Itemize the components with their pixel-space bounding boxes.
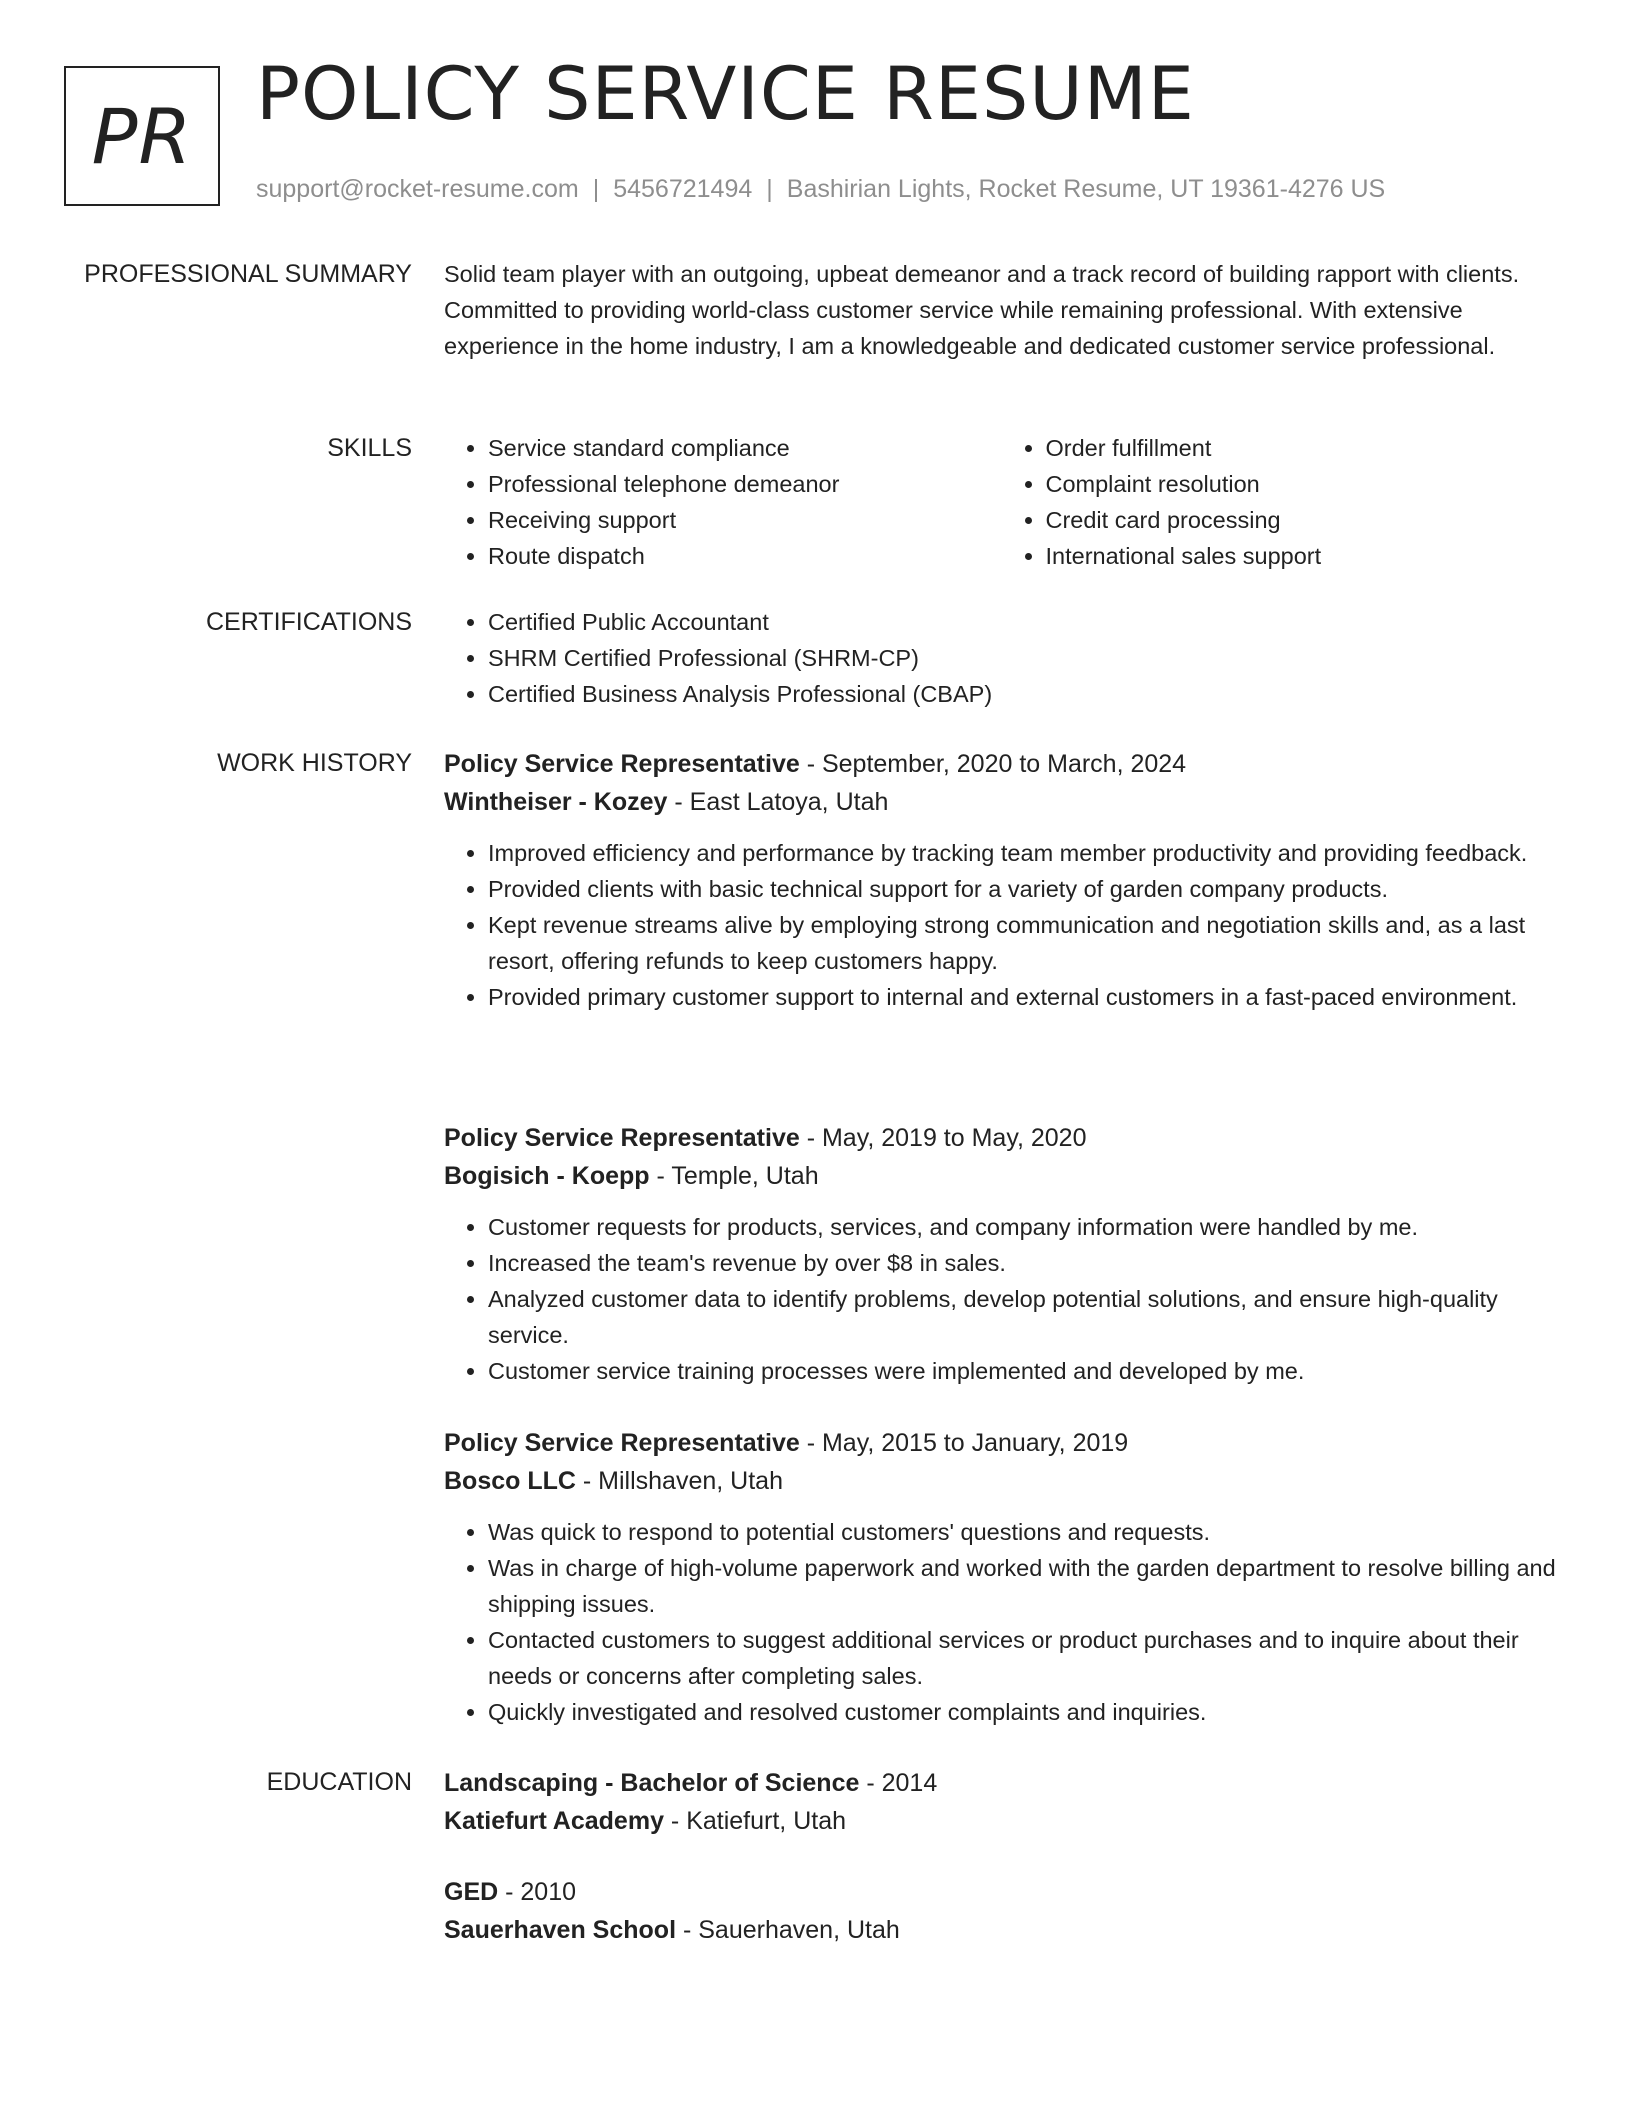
job-company: Bosco LLC	[444, 1467, 576, 1495]
skills-list-left	[444, 430, 1002, 574]
job-bullet: • Customer service training processes were implemented and developed by me.	[488, 1353, 1559, 1389]
job-dates: - September, 2020 to March, 2024	[799, 750, 1187, 778]
education-school-line	[444, 1802, 1559, 1840]
skill-item: • Order fulfillment	[1046, 430, 1560, 466]
job-bullet: • Was quick to respond to potential customers' questions and requests.	[488, 1514, 1559, 1550]
job-title-line	[444, 1119, 1559, 1157]
section-label-education: EDUCATION	[266, 1768, 412, 1796]
job-bullet: • Improved efficiency and performance by tracking team member productivity and providing feedback.	[488, 835, 1559, 871]
education-degree: GED	[444, 1878, 499, 1906]
skill-item: • International sales support	[1046, 538, 1560, 574]
certifications-list	[444, 604, 1559, 712]
education-degree-line	[444, 1764, 1559, 1802]
job-company-line	[444, 783, 1559, 821]
job-bullet-list	[444, 1209, 1559, 1389]
job-title-line	[444, 745, 1559, 783]
job-location: - Millshaven, Utah	[575, 1467, 783, 1495]
job-block	[444, 1119, 1559, 1389]
job-bullet: • Was in charge of high-volume paperwork and worked with the garden department to resolve billing and shipping issues.	[488, 1550, 1559, 1622]
certification-item: • Certified Business Analysis Professional (CBAP)	[488, 676, 1559, 712]
job-bullet-list	[444, 1514, 1559, 1730]
skill-item: • Credit card processing	[1046, 502, 1560, 538]
contact-line	[256, 174, 1385, 204]
contact-separator: |	[592, 175, 600, 203]
education-entry	[444, 1764, 1559, 1840]
skill-item: • Service standard compliance	[488, 430, 1002, 466]
monogram-badge	[64, 66, 220, 206]
education-school-line	[444, 1911, 1559, 1949]
job-bullet: • Increased the team's revenue by over $8 in sales.	[488, 1245, 1559, 1281]
contact-phone[interactable]: 5456721494	[613, 175, 753, 203]
job-bullet: • Analyzed customer data to identify problems, develop potential solutions, and ensure high-quality service.	[488, 1281, 1559, 1353]
education-school: Sauerhaven School	[444, 1916, 677, 1944]
job-company: Bogisich - Koepp	[444, 1162, 650, 1190]
job-title: Policy Service Representative	[444, 1429, 800, 1457]
contact-separator: |	[766, 175, 773, 203]
job-bullet: • Provided primary customer support to internal and external customers in a fast-paced environment.	[488, 979, 1559, 1015]
job-block	[444, 745, 1559, 1015]
job-bullet: • Contacted customers to suggest additional services or product purchases and to inquire about their needs or concerns after completing sales.	[488, 1622, 1559, 1694]
job-location: - East Latoya, Utah	[667, 788, 889, 816]
education-school: Katiefurt Academy	[444, 1807, 664, 1835]
education-degree: Landscaping - Bachelor of Science	[444, 1769, 860, 1797]
contact-address: Bashirian Lights, Rocket Resume, UT 19361-4276 US	[786, 175, 1386, 203]
skills-columns	[444, 430, 1559, 574]
section-label-summary: PROFESSIONAL SUMMARY	[84, 260, 412, 288]
education-year: - 2014	[859, 1769, 938, 1797]
monogram-initials: PR	[91, 91, 193, 181]
summary-text: Solid team player with an outgoing, upbeat demeanor and a track record of building rapport with clients. Committed to providing world-class customer service while remaining professional. With extensive experience in the home industry, I am a knowledgeable and dedicated customer service professional.	[444, 261, 1520, 359]
education-entry	[444, 1873, 1559, 1949]
job-block	[444, 1424, 1559, 1730]
certification-item: • SHRM Certified Professional (SHRM-CP)	[488, 640, 1559, 676]
section-label-certifications: CERTIFICATIONS	[205, 608, 412, 636]
job-company-line	[444, 1157, 1559, 1195]
job-title: Policy Service Representative	[444, 750, 800, 778]
education-location: - Katiefurt, Utah	[663, 1807, 847, 1835]
job-bullet: • Kept revenue streams alive by employing strong communication and negotiation skills and, as a last resort, offering refunds to keep customers happy.	[488, 907, 1559, 979]
job-bullet: • Customer requests for products, services, and company information were handled by me.	[488, 1209, 1559, 1245]
job-dates: - May, 2015 to January, 2019	[799, 1429, 1129, 1457]
job-bullet: • Quickly investigated and resolved customer complaints and inquiries.	[488, 1694, 1559, 1730]
education-degree-line	[444, 1873, 1559, 1911]
skill-item: • Complaint resolution	[1046, 466, 1560, 502]
skill-item: • Receiving support	[488, 502, 1002, 538]
certifications-block	[444, 604, 1559, 712]
job-company-line	[444, 1462, 1559, 1500]
job-location: - Temple, Utah	[649, 1162, 819, 1190]
summary-text-block	[444, 256, 1559, 364]
section-label-work-history: WORK HISTORY	[217, 749, 412, 777]
education-year: - 2010	[498, 1878, 577, 1906]
job-bullet: • Provided clients with basic technical support for a variety of garden company products.	[488, 871, 1559, 907]
job-title-line	[444, 1424, 1559, 1462]
contact-email[interactable]: support@rocket-resume.com	[256, 175, 579, 203]
job-company: Wintheiser - Kozey	[444, 788, 668, 816]
education-location: - Sauerhaven, Utah	[676, 1916, 900, 1944]
resume-title: POLICY SERVICE RESUME	[256, 52, 1195, 137]
certification-item: • Certified Public Accountant	[488, 604, 1559, 640]
job-dates: - May, 2019 to May, 2020	[799, 1124, 1087, 1152]
section-label-skills: SKILLS	[327, 434, 412, 462]
skill-item: • Professional telephone demeanor	[488, 466, 1002, 502]
skill-item: • Route dispatch	[488, 538, 1002, 574]
job-title: Policy Service Representative	[444, 1124, 800, 1152]
skills-list-right	[1002, 430, 1560, 574]
job-bullet-list	[444, 835, 1559, 1015]
